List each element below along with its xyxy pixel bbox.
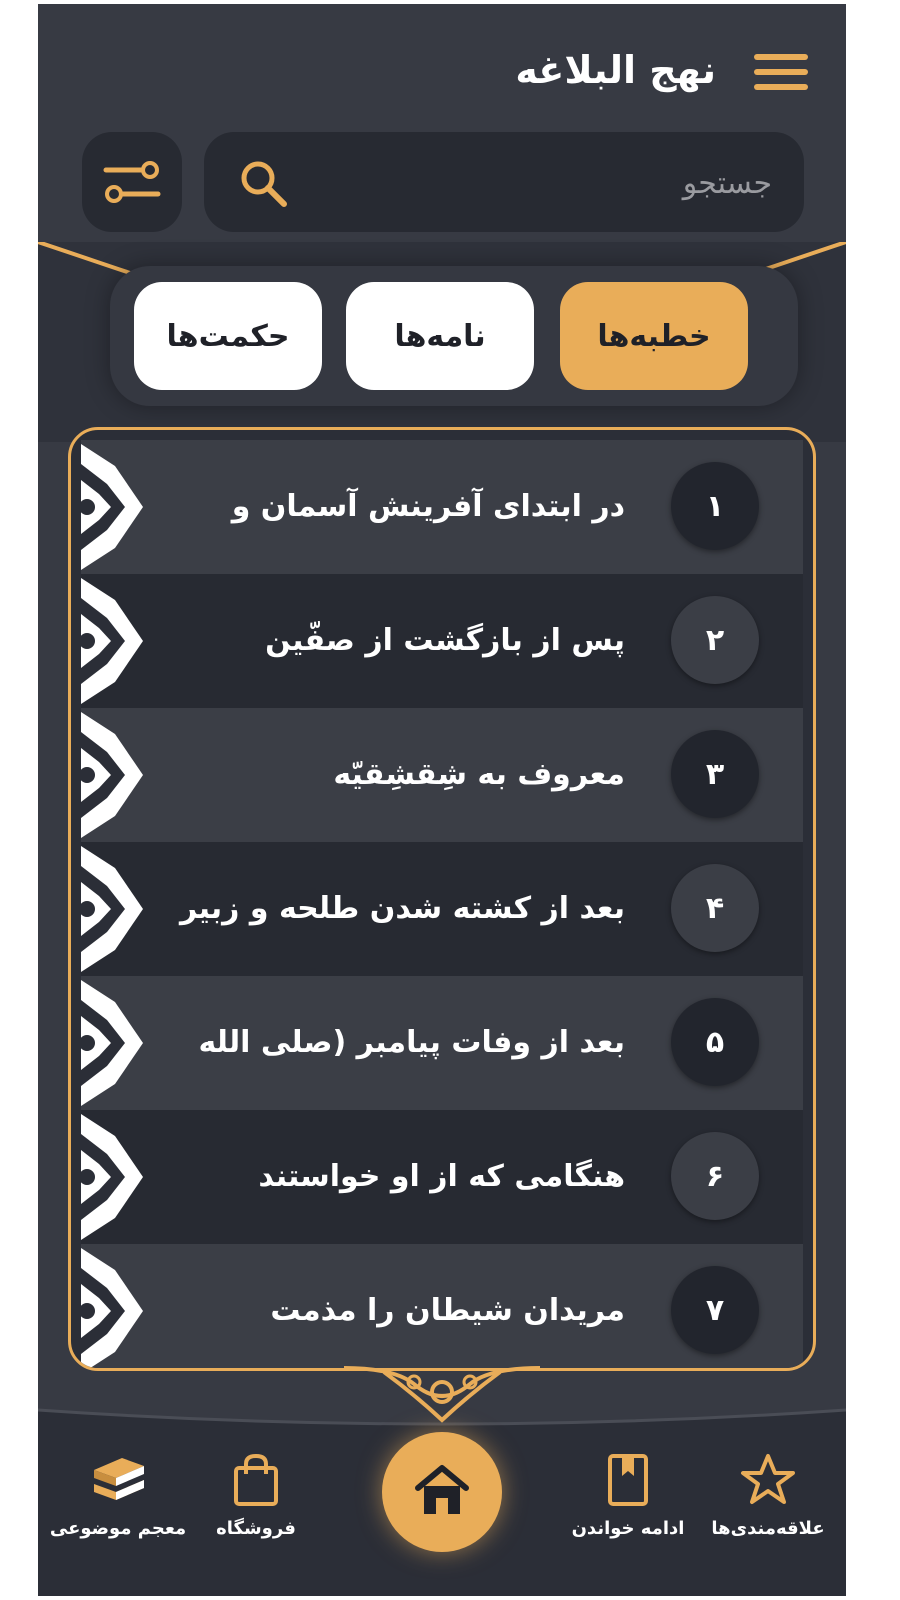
item-title: معروف به شِقشِقیّه bbox=[333, 757, 625, 792]
ornament-icon bbox=[81, 1248, 151, 1371]
item-number: ۲ bbox=[671, 596, 759, 684]
nav-continue-reading-label: ادامه خواندن bbox=[571, 1518, 685, 1539]
books-stack-icon bbox=[88, 1452, 148, 1508]
filter-button[interactable] bbox=[82, 132, 182, 232]
nav-thematic-dictionary[interactable] bbox=[38, 1452, 198, 1572]
hamburger-icon bbox=[754, 54, 808, 60]
nav-store[interactable] bbox=[176, 1452, 336, 1572]
home-icon bbox=[414, 1462, 470, 1518]
item-number: ۳ bbox=[671, 730, 759, 818]
search-icon[interactable] bbox=[236, 156, 292, 212]
list-item[interactable] bbox=[81, 1244, 803, 1371]
item-number: ۷ bbox=[671, 1266, 759, 1354]
ornament-icon bbox=[81, 578, 151, 704]
list-item[interactable] bbox=[81, 976, 803, 1110]
item-title: مریدان شیطان را مذمت bbox=[270, 1293, 625, 1328]
star-icon bbox=[740, 1452, 796, 1508]
nav-favorites-label: علاقه‌مندی‌ها bbox=[711, 1518, 825, 1539]
item-title: بعد از کشته شدن طلحه و زبیر bbox=[179, 891, 625, 926]
nav-favorites[interactable] bbox=[688, 1452, 846, 1572]
tab-sermons[interactable]: خطبه‌ها bbox=[560, 282, 748, 390]
item-number: ۴ bbox=[671, 864, 759, 952]
list-item[interactable] bbox=[81, 708, 803, 842]
ornament-icon bbox=[81, 846, 151, 972]
shopping-bag-icon bbox=[228, 1452, 284, 1508]
nav-store-label: فروشگاه bbox=[216, 1518, 296, 1539]
item-number: ۱ bbox=[671, 462, 759, 550]
hamburger-icon-line bbox=[754, 84, 808, 90]
nav-continue-reading[interactable] bbox=[548, 1452, 708, 1572]
item-title: در ابتدای آفرینش آسمان و bbox=[231, 489, 625, 524]
search-box[interactable] bbox=[204, 132, 804, 232]
home-button[interactable] bbox=[382, 1432, 502, 1552]
item-title: پس از بازگشت از صفّین bbox=[265, 623, 625, 658]
item-number: ۵ bbox=[671, 998, 759, 1086]
item-title: بعد از وفات پیامبر (صلی الله bbox=[198, 1025, 625, 1060]
ornament-icon bbox=[81, 444, 151, 570]
ornament-icon bbox=[81, 712, 151, 838]
nav-thematic-dictionary-label: معجم موضوعی bbox=[49, 1518, 187, 1539]
app-screen bbox=[38, 4, 846, 1596]
tab-sayings[interactable]: حکمت‌ها bbox=[134, 282, 322, 390]
list-item[interactable] bbox=[81, 1110, 803, 1244]
hamburger-icon-line bbox=[754, 69, 808, 75]
item-number: ۶ bbox=[671, 1132, 759, 1220]
search-input[interactable] bbox=[330, 154, 774, 212]
page-title: نهج البلاغه bbox=[515, 48, 716, 92]
filter-icon bbox=[102, 160, 162, 204]
ornament-icon bbox=[81, 980, 151, 1106]
list-item[interactable] bbox=[81, 440, 803, 574]
item-title: هنگامی که از او خواستند bbox=[258, 1159, 625, 1194]
ornament-icon bbox=[81, 1114, 151, 1240]
list-item[interactable] bbox=[81, 842, 803, 976]
list-item[interactable] bbox=[81, 574, 803, 708]
tabs-bar bbox=[110, 266, 798, 406]
tab-letters[interactable]: نامه‌ها bbox=[346, 282, 534, 390]
bookmark-book-icon bbox=[600, 1452, 656, 1508]
sermon-list bbox=[68, 427, 816, 1371]
menu-button[interactable] bbox=[754, 54, 808, 90]
